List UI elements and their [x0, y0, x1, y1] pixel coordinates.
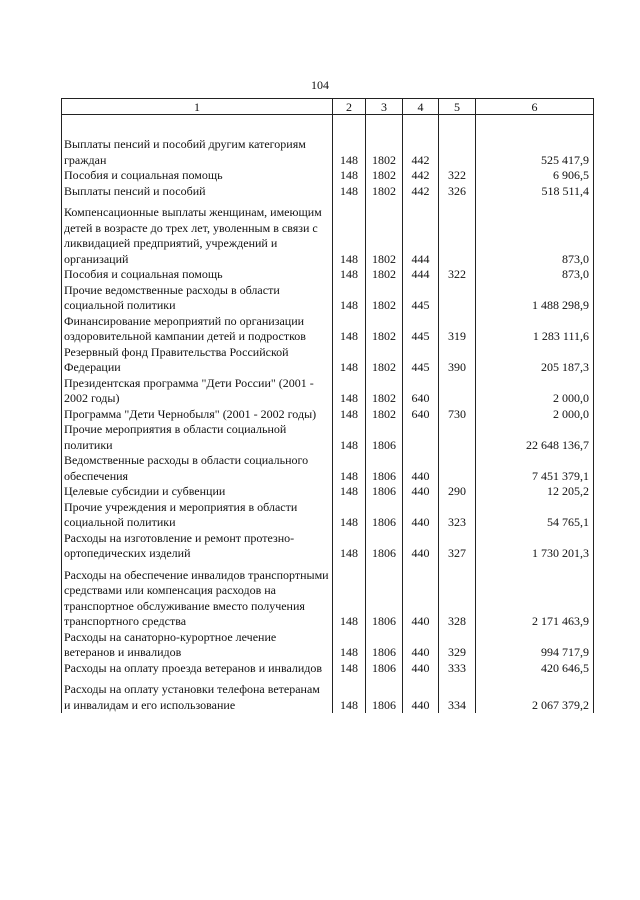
row-col-3: 1806	[366, 500, 403, 531]
row-name: Пособия и социальная помощь	[62, 267, 333, 283]
row-name: Прочие ведомственные расходы в области социальной политики	[62, 283, 333, 314]
row-name: Резервный фонд Правительства Российской Федерации	[62, 345, 333, 376]
row-amount: 1 283 111,6	[476, 314, 594, 345]
row-name: Расходы на санаторно-курортное лечение ветеранов и инвалидов	[62, 630, 333, 661]
table-row	[62, 531, 594, 562]
table-row	[62, 422, 594, 453]
row-col-3: 1802	[366, 376, 403, 407]
row-col-2: 148	[333, 630, 366, 661]
row-col-3: 1806	[366, 630, 403, 661]
row-col-5	[439, 283, 476, 314]
table-row	[62, 484, 594, 500]
row-col-3: 1806	[366, 453, 403, 484]
header-col-6: 6	[476, 99, 594, 115]
row-col-4: 444	[403, 267, 439, 283]
row-col-2: 148	[333, 184, 366, 200]
row-col-5: 390	[439, 345, 476, 376]
row-col-4: 445	[403, 314, 439, 345]
row-col-5	[439, 453, 476, 484]
row-amount: 2 000,0	[476, 407, 594, 423]
row-name: Пособия и социальная помощь	[62, 168, 333, 184]
row-col-4: 440	[403, 531, 439, 562]
row-col-4: 440	[403, 484, 439, 500]
row-col-5: 333	[439, 661, 476, 677]
row-col-3: 1802	[366, 314, 403, 345]
row-name: Выплаты пенсий и пособий другим категориям граждан	[62, 137, 333, 168]
table-row	[62, 314, 594, 345]
header-col-3: 3	[366, 99, 403, 115]
row-col-4: 445	[403, 283, 439, 314]
row-col-2: 148	[333, 407, 366, 423]
table-row	[62, 661, 594, 677]
table-row	[62, 283, 594, 314]
row-col-4: 440	[403, 682, 439, 713]
row-amount: 6 906,5	[476, 168, 594, 184]
row-col-5: 329	[439, 630, 476, 661]
row-col-3: 1806	[366, 568, 403, 630]
row-amount: 22 648 136,7	[476, 422, 594, 453]
row-name: Компенсационные выплаты женщинам, имеющим детей в возрасте до трех лет, уволенным в связи с ликвидацией предприятий, учреждений и организаций	[62, 205, 333, 267]
row-col-2: 148	[333, 568, 366, 630]
spacer-row	[62, 115, 594, 138]
row-amount: 873,0	[476, 205, 594, 267]
row-amount: 12 205,2	[476, 484, 594, 500]
table-row	[62, 568, 594, 630]
row-name: Прочие мероприятия в области социальной политики	[62, 422, 333, 453]
table-row	[62, 205, 594, 267]
table-row	[62, 137, 594, 168]
header-col-5: 5	[439, 99, 476, 115]
row-col-2: 148	[333, 137, 366, 168]
row-col-3: 1806	[366, 531, 403, 562]
row-col-3: 1806	[366, 682, 403, 713]
row-col-5: 319	[439, 314, 476, 345]
row-amount: 2 171 463,9	[476, 568, 594, 630]
header-col-2: 2	[333, 99, 366, 115]
row-name: Президентская программа "Дети России" (2001 - 2002 годы)	[62, 376, 333, 407]
page-number: 104	[311, 78, 329, 92]
row-col-4: 445	[403, 345, 439, 376]
row-col-4: 442	[403, 168, 439, 184]
row-col-5: 322	[439, 168, 476, 184]
row-col-3: 1802	[366, 184, 403, 200]
row-amount: 1 488 298,9	[476, 283, 594, 314]
header-col-1: 1	[62, 99, 333, 115]
row-name: Расходы на оплату проезда ветеранов и инвалидов	[62, 661, 333, 677]
row-col-5: 730	[439, 407, 476, 423]
row-col-5	[439, 376, 476, 407]
row-col-2: 148	[333, 531, 366, 562]
row-col-3: 1802	[366, 205, 403, 267]
table-row	[62, 168, 594, 184]
row-name: Целевые субсидии и субвенции	[62, 484, 333, 500]
row-col-4: 440	[403, 661, 439, 677]
row-col-3: 1806	[366, 422, 403, 453]
row-col-2: 148	[333, 283, 366, 314]
row-col-5	[439, 137, 476, 168]
row-col-5: 322	[439, 267, 476, 283]
row-amount: 518 511,4	[476, 184, 594, 200]
row-col-2: 148	[333, 205, 366, 267]
row-col-4: 440	[403, 453, 439, 484]
header-row	[62, 99, 594, 115]
row-col-5: 328	[439, 568, 476, 630]
header-col-4: 4	[403, 99, 439, 115]
row-col-2: 148	[333, 422, 366, 453]
row-amount: 994 717,9	[476, 630, 594, 661]
table-row	[62, 267, 594, 283]
row-name: Расходы на обеспечение инвалидов транспортными средствами или компенсация расходов на транспортное обслуживание вместо получения транспортного средства	[62, 568, 333, 630]
table-row	[62, 376, 594, 407]
row-amount: 1 730 201,3	[476, 531, 594, 562]
table-header	[62, 99, 594, 115]
row-col-2: 148	[333, 345, 366, 376]
row-amount: 54 765,1	[476, 500, 594, 531]
row-col-2: 148	[333, 453, 366, 484]
row-col-4	[403, 422, 439, 453]
row-col-4: 442	[403, 137, 439, 168]
table-body	[62, 115, 594, 714]
row-col-4: 640	[403, 407, 439, 423]
row-col-3: 1802	[366, 407, 403, 423]
row-amount: 7 451 379,1	[476, 453, 594, 484]
table-row	[62, 500, 594, 531]
row-name: Прочие учреждения и мероприятия в области социальной политики	[62, 500, 333, 531]
row-col-4: 440	[403, 500, 439, 531]
row-amount: 2 000,0	[476, 376, 594, 407]
row-name: Программа "Дети Чернобыля" (2001 - 2002 годы)	[62, 407, 333, 423]
row-col-5: 326	[439, 184, 476, 200]
row-col-2: 148	[333, 661, 366, 677]
row-col-5: 327	[439, 531, 476, 562]
row-col-4: 442	[403, 184, 439, 200]
row-col-2: 148	[333, 484, 366, 500]
row-amount: 205 187,3	[476, 345, 594, 376]
row-col-3: 1802	[366, 267, 403, 283]
table-row	[62, 407, 594, 423]
row-col-3: 1806	[366, 661, 403, 677]
table-row	[62, 630, 594, 661]
row-col-3: 1802	[366, 345, 403, 376]
row-col-2: 148	[333, 168, 366, 184]
row-col-5: 323	[439, 500, 476, 531]
table-row	[62, 453, 594, 484]
row-col-4: 440	[403, 630, 439, 661]
row-name: Выплаты пенсий и пособий	[62, 184, 333, 200]
row-name: Ведомственные расходы в области социального обеспечения	[62, 453, 333, 484]
row-col-4: 640	[403, 376, 439, 407]
row-col-2: 148	[333, 500, 366, 531]
row-col-3: 1802	[366, 137, 403, 168]
row-name: Расходы на оплату установки телефона ветеранам и инвалидам и его использование	[62, 682, 333, 713]
row-col-4: 444	[403, 205, 439, 267]
row-col-2: 148	[333, 682, 366, 713]
row-name: Финансирование мероприятий по организации оздоровительной кампании детей и подростков	[62, 314, 333, 345]
row-amount: 2 067 379,2	[476, 682, 594, 713]
table-row	[62, 184, 594, 200]
row-col-3: 1806	[366, 484, 403, 500]
row-col-2: 148	[333, 314, 366, 345]
row-name: Расходы на изготовление и ремонт протезно-ортопедических изделий	[62, 531, 333, 562]
table-row	[62, 345, 594, 376]
row-amount: 873,0	[476, 267, 594, 283]
row-col-3: 1802	[366, 283, 403, 314]
row-amount: 420 646,5	[476, 661, 594, 677]
row-col-5	[439, 422, 476, 453]
row-col-3: 1802	[366, 168, 403, 184]
row-col-2: 148	[333, 267, 366, 283]
table-row	[62, 682, 594, 713]
row-col-5: 334	[439, 682, 476, 713]
row-col-5: 290	[439, 484, 476, 500]
row-amount: 525 417,9	[476, 137, 594, 168]
row-col-4: 440	[403, 568, 439, 630]
budget-table	[61, 98, 594, 713]
row-col-2: 148	[333, 376, 366, 407]
row-col-5	[439, 205, 476, 267]
